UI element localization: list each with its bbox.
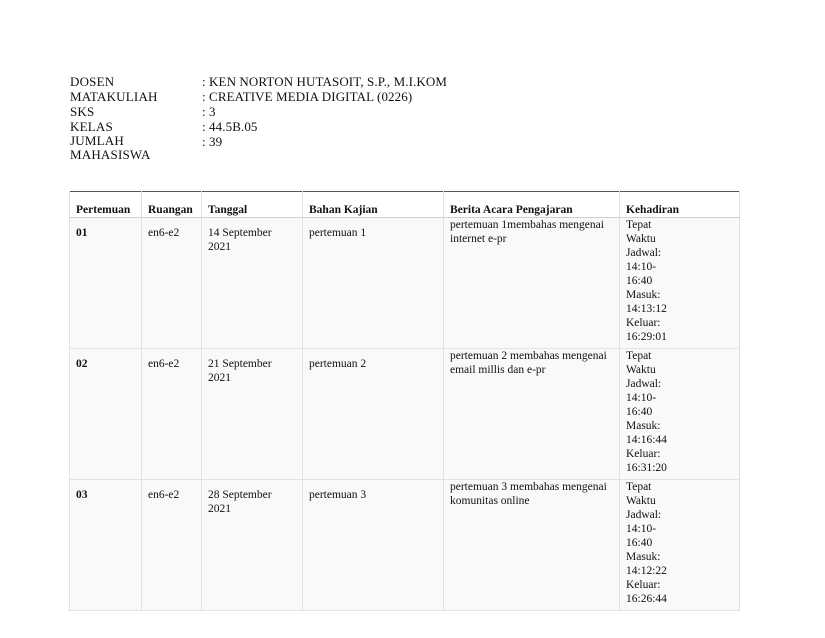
- kehadiran-line: Waktu: [626, 364, 656, 376]
- attendance-table: [69, 191, 740, 611]
- kehadiran-line: Jadwal:: [626, 509, 662, 521]
- kelas-label: KELAS: [70, 119, 113, 134]
- kehadiran-line: Tepat: [626, 350, 652, 362]
- cell-ruangan: en6-e2: [142, 480, 202, 611]
- jumlah-label-line-1: JUMLAH: [70, 133, 124, 148]
- kehadiran-line: 14:12:22: [626, 565, 667, 577]
- kehadiran-line: Keluar:: [626, 448, 661, 460]
- cell-bahan-kajian: pertemuan 2: [303, 349, 444, 480]
- kehadiran-line: Waktu: [626, 233, 656, 245]
- kehadiran-line: Masuk:: [626, 420, 661, 432]
- table-header-row: [70, 192, 740, 218]
- column-header-berita-acara: Berita Acara Pengajaran: [444, 192, 620, 218]
- kehadiran-line: 14:10-: [626, 392, 657, 404]
- cell-ruangan: en6-e2: [142, 218, 202, 349]
- kehadiran-line: 16:26:44: [626, 593, 667, 605]
- kehadiran-line: 14:16:44: [626, 434, 667, 446]
- cell-bahan-kajian: pertemuan 1: [303, 218, 444, 349]
- cell-bahan-kajian: pertemuan 3: [303, 480, 444, 611]
- table-row: [70, 218, 740, 349]
- cell-tanggal: 21 September 2021: [202, 349, 303, 480]
- kehadiran-line: 16:29:01: [626, 331, 667, 343]
- kehadiran-line: 16:40: [626, 406, 653, 418]
- kehadiran-line: Keluar:: [626, 579, 661, 591]
- jumlah-label: [70, 134, 202, 162]
- kehadiran-line: Masuk:: [626, 289, 661, 301]
- cell-pertemuan: 02: [70, 349, 142, 480]
- kehadiran-line: Tepat: [626, 481, 652, 493]
- cell-tanggal: 14 September 2021: [202, 218, 303, 349]
- cell-kehadiran: [620, 218, 740, 349]
- kehadiran-line: Jadwal:: [626, 247, 662, 259]
- table-row: [70, 480, 740, 611]
- jumlah-row: [70, 134, 590, 162]
- column-header-bahan-kajian: Bahan Kajian: [303, 192, 444, 218]
- column-header-kehadiran: Kehadiran: [620, 192, 740, 218]
- matakuliah-row: [70, 89, 590, 104]
- dosen-row: [70, 74, 590, 89]
- jumlah-label-line-2: MAHASISWA: [70, 147, 151, 162]
- cell-berita-acara: pertemuan 1membahas mengenai internet e-pr: [444, 218, 620, 349]
- sks-label: SKS: [70, 104, 95, 119]
- kehadiran-line: 14:10-: [626, 523, 657, 535]
- kelas-row: [70, 119, 590, 134]
- column-header-tanggal: Tanggal: [202, 192, 303, 218]
- kehadiran-line: 14:13:12: [626, 303, 667, 315]
- cell-pertemuan: 03: [70, 480, 142, 611]
- dosen-value: : KEN NORTON HUTASOIT, S.P., M.I.KOM: [202, 74, 448, 89]
- column-header-ruangan: Ruangan: [142, 192, 202, 218]
- kelas-value: : 44.5B.05: [202, 119, 258, 134]
- course-info: [70, 74, 590, 162]
- kehadiran-line: 16:40: [626, 537, 653, 549]
- cell-berita-acara: pertemuan 2 membahas mengenai email millis dan e-pr: [444, 349, 620, 480]
- kehadiran-line: Jadwal:: [626, 378, 662, 390]
- kehadiran-line: Waktu: [626, 495, 656, 507]
- column-header-pertemuan: Pertemuan: [70, 192, 142, 218]
- kehadiran-line: 16:40: [626, 275, 653, 287]
- cell-tanggal: 28 September 2021: [202, 480, 303, 611]
- kehadiran-line: Keluar:: [626, 317, 661, 329]
- cell-ruangan: en6-e2: [142, 349, 202, 480]
- kehadiran-line: Tepat: [626, 219, 652, 231]
- sks-row: [70, 104, 590, 119]
- sks-value: : 3: [202, 104, 216, 119]
- matakuliah-value: : CREATIVE MEDIA DIGITAL (0226): [202, 89, 413, 104]
- kehadiran-line: 16:31:20: [626, 462, 667, 474]
- cell-kehadiran: [620, 480, 740, 611]
- table-row: [70, 349, 740, 480]
- kehadiran-line: 14:10-: [626, 261, 657, 273]
- cell-kehadiran: [620, 349, 740, 480]
- jumlah-value: : 39: [202, 134, 223, 149]
- dosen-label: DOSEN: [70, 74, 115, 89]
- cell-pertemuan: 01: [70, 218, 142, 349]
- matakuliah-label: MATAKULIAH: [70, 89, 158, 104]
- cell-berita-acara: pertemuan 3 membahas mengenai komunitas online: [444, 480, 620, 611]
- kehadiran-line: Masuk:: [626, 551, 661, 563]
